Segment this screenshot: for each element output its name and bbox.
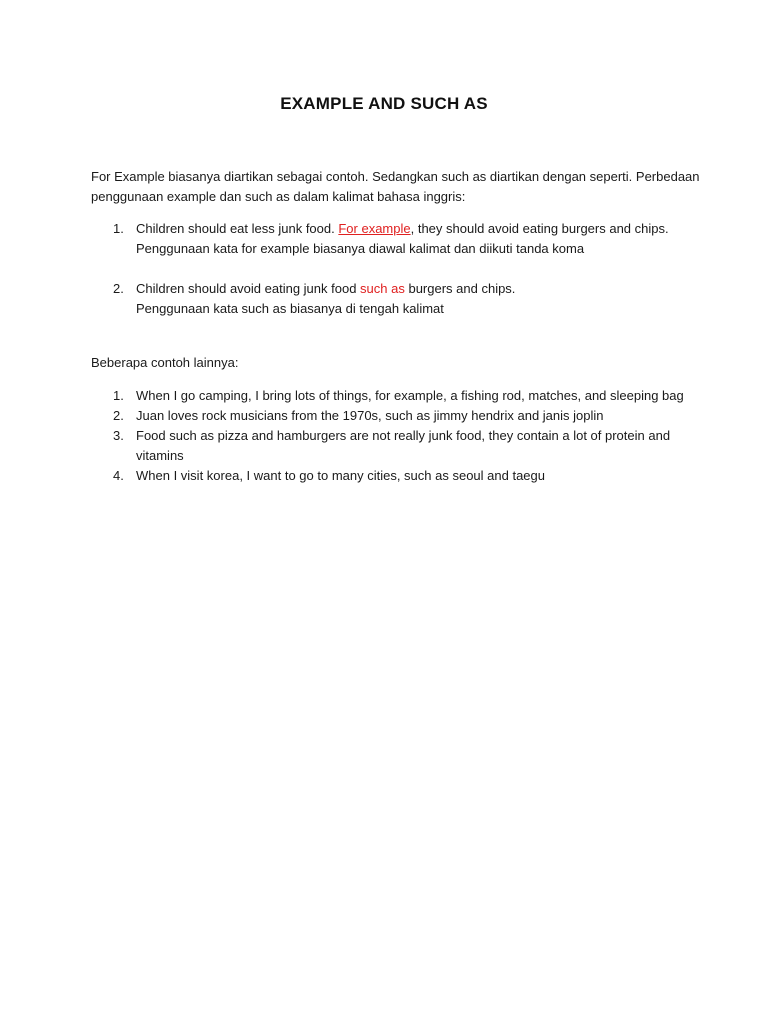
example-text: Juan loves rock musicians from the 1970s, such as jimmy hendrix and janis joplin bbox=[136, 408, 604, 423]
sentence-text: Children should avoid eating junk food bbox=[136, 281, 361, 296]
examples-heading: Beberapa contoh lainnya: bbox=[91, 355, 239, 370]
highlight-for-example: For example bbox=[338, 221, 411, 236]
list-item bbox=[91, 279, 711, 319]
example-text: When I go camping, I bring lots of things, for example, a fishing rod, matches, and sleeping bag bbox=[136, 388, 684, 403]
list-item bbox=[91, 466, 711, 486]
rule-explanation: Penggunaan kata such as biasanya di tengah kalimat bbox=[136, 301, 444, 316]
rule-explanation: Penggunaan kata for example biasanya diawal kalimat dan diikuti tanda koma bbox=[136, 241, 585, 256]
list-item bbox=[91, 386, 711, 406]
list-number: 2. bbox=[113, 408, 124, 423]
sentence-text: Children should eat less junk food. bbox=[136, 221, 339, 236]
list-item bbox=[91, 406, 711, 426]
document-title: EXAMPLE AND SUCH AS bbox=[280, 94, 488, 113]
rules-list bbox=[91, 219, 711, 339]
intro-paragraph: For Example biasanya diartikan sebagai contoh. Sedangkan such as diartikan dengan seperti. Perbedaan penggunaan example dan such as dalam kalimat bahasa inggris: bbox=[91, 169, 700, 204]
sentence-text: burgers and chips. bbox=[404, 281, 516, 296]
example-text: Food such as pizza and hamburgers are not really junk food, they contain a lot of protein and vitamins bbox=[136, 428, 671, 463]
list-number: 1. bbox=[113, 221, 124, 236]
list-number: 4. bbox=[113, 468, 124, 483]
list-item bbox=[91, 219, 711, 259]
list-number: 1. bbox=[113, 388, 124, 403]
example-text: When I visit korea, I want to go to many cities, such as seoul and taegu bbox=[136, 468, 545, 483]
sentence-text: , they should avoid eating burgers and chips. bbox=[410, 221, 669, 236]
rule-sentence bbox=[136, 279, 711, 299]
list-number: 3. bbox=[113, 428, 124, 443]
examples-list bbox=[91, 386, 711, 486]
highlight-such-as: such as bbox=[360, 281, 405, 296]
list-item bbox=[91, 426, 711, 466]
rule-sentence bbox=[136, 219, 711, 239]
list-number: 2. bbox=[113, 281, 124, 296]
